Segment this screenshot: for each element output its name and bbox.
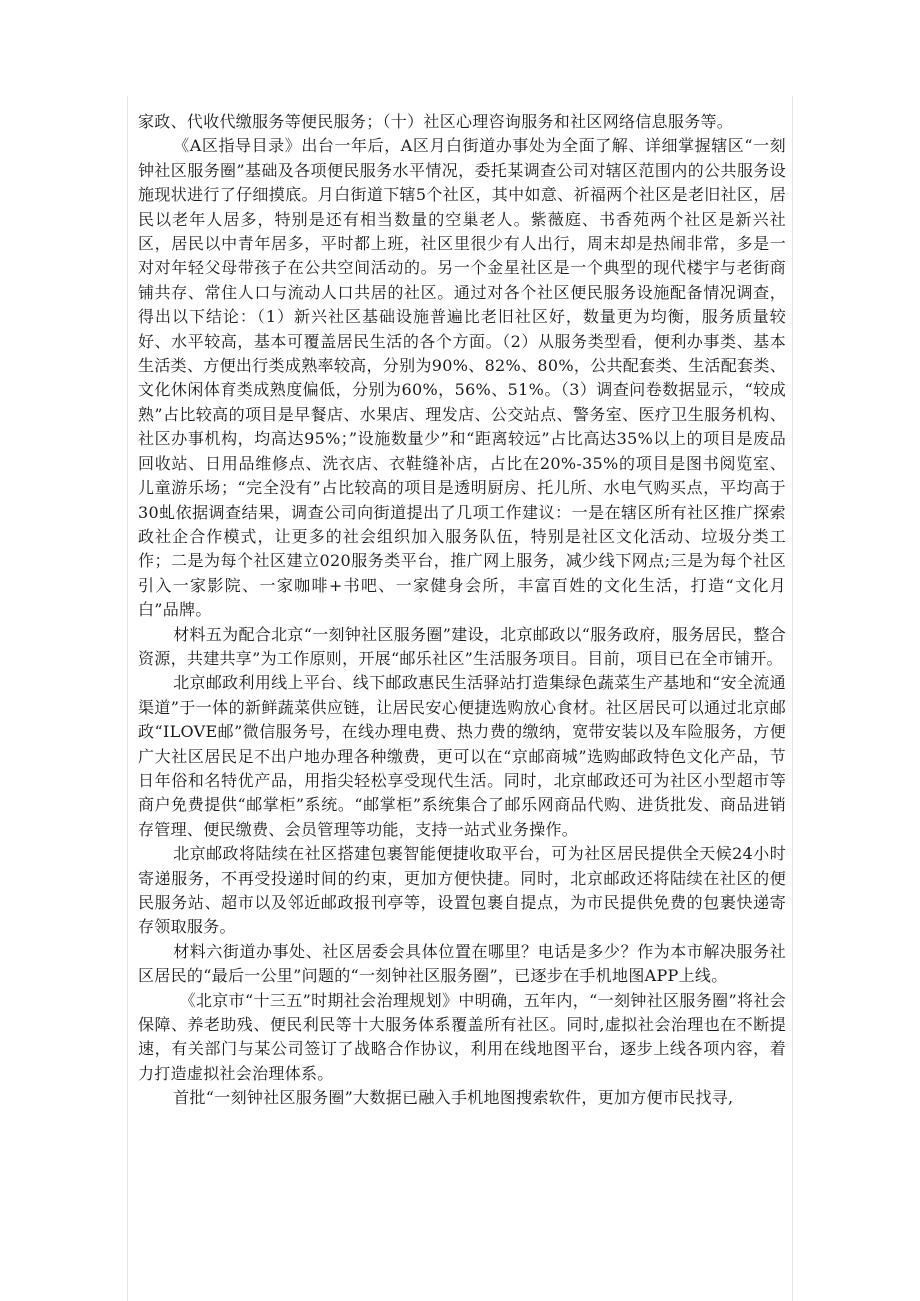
paragraph-material-five: 材料五为配合北京“一刻钟社区服务圈”建设，北京邮政以“服务政府，服务居民，整合资源，共建共享”为工作原则，开展“邮乐社区”生活服务项目。目前，项目已在全市铺开。 <box>138 624 786 668</box>
paragraph-material-six: 材料六街道办事处、社区居委会具体位置在哪里？电话是多少？作为本市解决服务社区居民的“最后一公里”问题的“一刻钟社区服务圈”，已逐步在手机地图APP上线。 <box>138 941 786 986</box>
paragraph-continuation: 家政、代收代缴服务等便民服务；（十）社区心理咨询服务和社区网络信息服务等。 <box>138 112 734 131</box>
paragraph-big-data: 首批“一刻钟社区服务圈”大数据已融入手机地图搜索软件，更加方便市民找寻, <box>173 1088 734 1108</box>
paragraph-survey-report: 《A区指导目录》出台一年后，A区月白街道办事处为全面了解、详细掌握辖区“一刻钟社区服务圈”基础及各项便民服务水平情况，委托某调查公司对辖区范围内的公共服务设施现状进行了仔细摸底。月白街道下辖5个社区，其中如意、祈福两个社区是老旧社区，居民以老年人居多，特别是还有相当数量的空巢老人。紫薇庭、书香苑两个社区是新兴社区，居民以中青年居多，平时都上班，社区里很少有人出行，周末却是热闹非常，多是一对对年轻父母带孩子在公共空间活动的。另一个金星社区是一个典型的现代楼宇与老街商铺共存、常住人口与流动人口共居的社区。通过对各个社区便民服务设施配备情况调查，得出以下结论：（1）新兴社区基础设施普遍比老旧社区好，数量更为均衡，服务质量较好、水平较高，基本可覆盖居民生活的各个方面。（2）从服务类型看，便利办事类、基本生活类、方便出行类成熟率较高，分别为90%、82%、80%，公共配套类、生活配套类、文化休闲体育类成熟度偏低，分别为60%，56%、51%。（3）调查问卷数据显示，“较成熟”占比较高的项目是早餐店、水果店、理发店、公交站点、警务室、医疗卫生服务机构、社区办事机构，均高达95%；”设施数量少”和“距离较远”占比高达35%以上的项目是废品回收站、日用品维修点、洗衣店、衣鞋缝补店，占比在20%-35%的项目是图书阅览室、儿童游乐场；“完全没有”占比较高的项目是透明厨房、托儿所、水电气购买点，平均高于30虬依据调查结果，调查公司向街道提出了几项工作建议：一是在辖区所有社区推广探索政社企合作模式，让更多的社会组织加入服务队伍，特别是社区文化活动、垃圾分类工作；二是为每个社区建立020服务类平台，推广网上服务，减少线下网点;三是为每个社区引入一家影院、一家咖啡+书吧、一家健身会所，丰富百姓的文化生活，打造“文化月白”品牌。 <box>138 136 786 620</box>
paragraph-governance-plan: 《北京市“十三五”时期社会治理规划》中明确，五年内，“一刻钟社区服务圈”将社会保障、养老助残、便民利民等十大服务体系覆盖所有社区。同时,虚拟社会治理也在不断提速，有关部门与某公司签订了战略合作协议，利用在线地图平台，逐步上线各项内容，着力打造虚拟社会治理体系。 <box>138 990 786 1083</box>
paragraph-postal-services: 北京邮政利用线上平台、线下邮政惠民生活驿站打造集绿色蔬菜生产基地和“安全流通渠道”于一体的新鲜蔬菜供应链，让居民安心便捷选购放心食材。社区居民可以通过北京邮政“ILOVE邮”微信服务号，在线办理电费、热力费的缴纳，宽带安装以及车险服务，方便广大社区居民足不出户地办理各种缴费，更可以在“京邮商城”选购邮政特色文化产品，节日年俗和名特优产品，用指尖轻松享受现代生活。同时，北京邮政还可为社区小型超市等商户免费提供“邮掌柜”系统。“邮掌柜”系统集合了邮乐网商品代购、进货批发、商品进销存管理、便民缴费、会员管理等功能，支持一站式业务操作。 <box>138 673 786 839</box>
document-body <box>138 110 786 1111</box>
paragraph-parcel-platform: 北京邮政将陆续在社区搭建包裹智能便捷收取平台，可为社区居民提供全天候24小时寄递服务，不再受投递时间的约束，更加方便快捷。同时，北京邮政还将陆续在社区的便民服务站、超市以及邻近邮政报刊亭等，设置包裹自提点，为市民提供免费的包裹快递寄存领取服务。 <box>138 844 786 937</box>
